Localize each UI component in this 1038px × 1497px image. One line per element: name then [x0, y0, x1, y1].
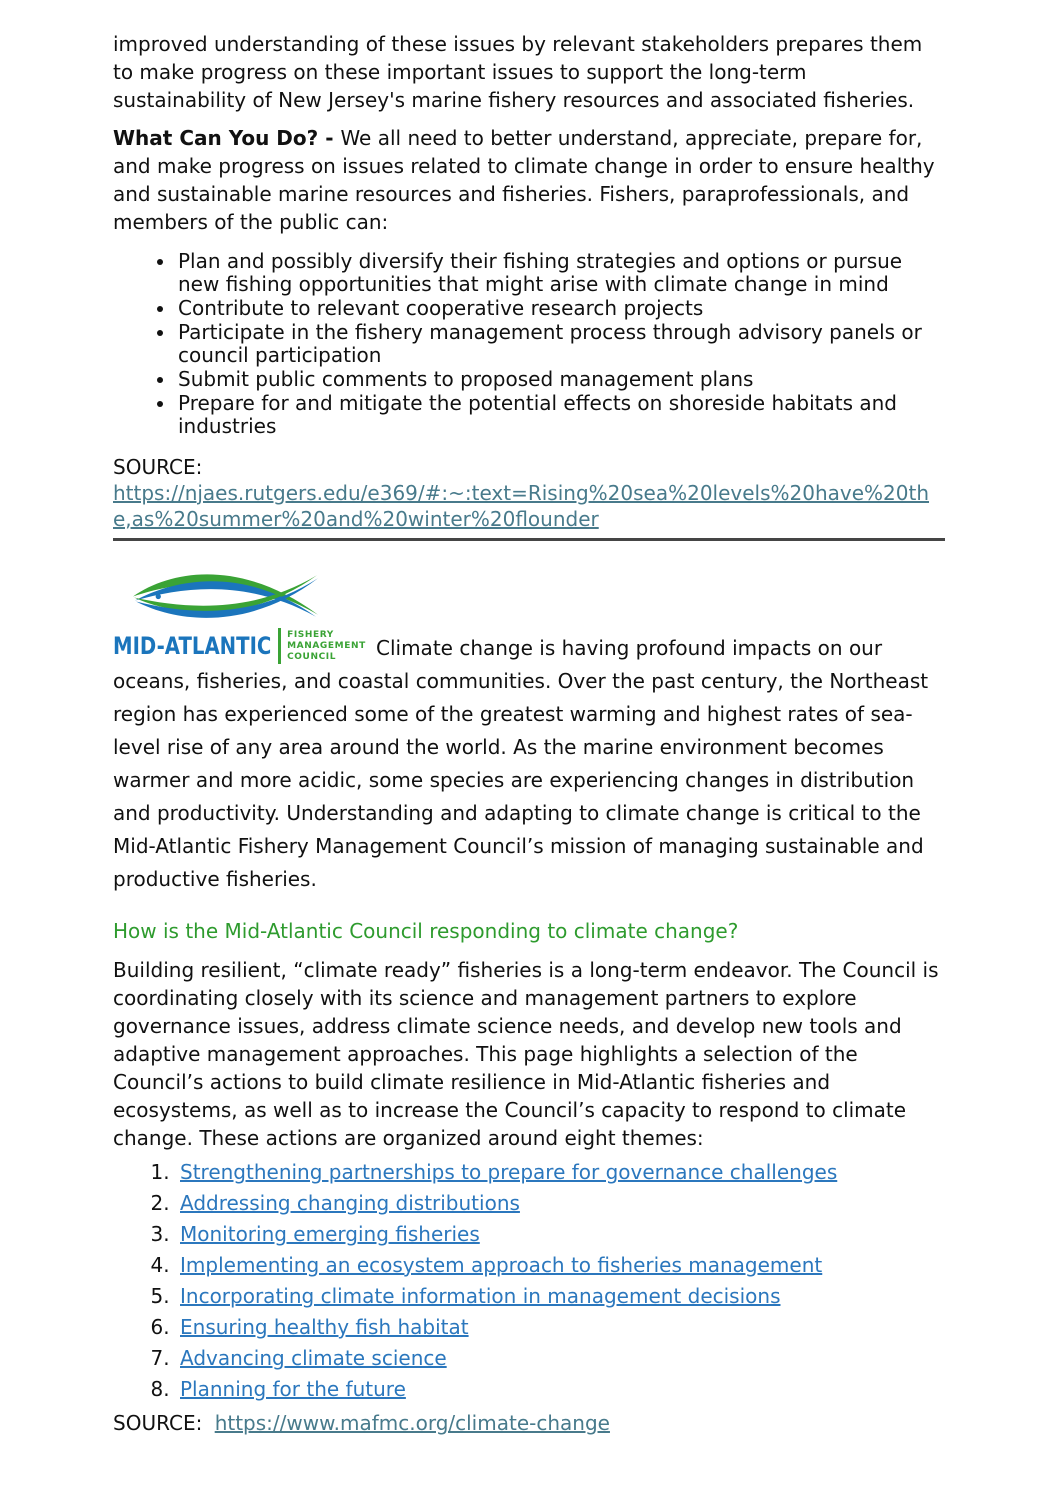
bullet-item: • Prepare for and mitigate the potential effects on shoreside habitats and industries — [176, 392, 945, 438]
theme-link-emerging-fisheries[interactable]: Monitoring emerging fisheries — [180, 1222, 480, 1246]
action-bullet-list — [113, 250, 945, 438]
source-block-mafmc — [113, 1410, 945, 1437]
source-block-rutgers — [113, 454, 945, 532]
paragraph-intro: improved understanding of these issues by relevant stakeholders prepares them to make progress on these important issues to support the long-term sustainability of New Jersey's marine fishery resources and associated fisheries. — [113, 32, 923, 112]
logo-subtitle-line: COUNCIL — [287, 651, 337, 662]
climate-paragraph — [113, 565, 945, 896]
bullet-item: • Contribute to relevant cooperative research projects — [176, 297, 945, 320]
green-section-heading: How is the Mid-Atlantic Council responding to climate change? — [113, 919, 739, 943]
theme-link-ecosystem-approach[interactable]: Implementing an ecosystem approach to fisheries management — [180, 1253, 823, 1277]
bullet-item: • Participate in the fishery management process through advisory panels or council participation — [176, 321, 945, 367]
logo-text-row — [113, 627, 366, 665]
logo-divider-bar — [278, 628, 281, 664]
fish-eye — [156, 594, 161, 599]
what-can-you-do-text: We all need to better understand, appreciate, prepare for, and make progress on issues related to climate change in order to ensure healthy and sustainable marine resources and fisheries. Fishers, paraprofessionals, and members of the public can: — [113, 126, 935, 234]
theme-link-climate-information[interactable]: Incorporating climate information in management decisions — [180, 1284, 781, 1308]
source-link-mafmc[interactable]: https://www.mafmc.org/climate-change — [214, 1411, 610, 1435]
theme-link-fish-habitat[interactable]: Ensuring healthy fish habitat — [180, 1315, 469, 1339]
theme-link-list — [113, 1162, 945, 1400]
theme-item — [176, 1286, 945, 1307]
logo-wordmark: MID-ATLANTIC — [113, 631, 272, 660]
logo-subtitle — [287, 630, 366, 663]
logo-subtitle-line: FISHERY — [287, 629, 334, 640]
theme-item — [176, 1224, 945, 1245]
paragraph-building-resilient: Building resilient, “climate ready” fisheries is a long-term endeavor. The Council is coordinating closely with its science and management partners to explore governance issues, address climate science needs, and develop new tools and adaptive management approaches. This page highlights a selection of the Council’s actions to build climate resilience in Mid-Atlantic fisheries and ecosystems, as well as to increase the Council’s capacity to respond to climate change. These actions are organized around eight themes: — [113, 958, 939, 1150]
what-can-you-do-label: What Can You Do? - — [113, 126, 341, 150]
theme-item — [176, 1348, 945, 1369]
mafmc-logo — [113, 565, 366, 665]
bullet-item: • Plan and possibly diversify their fishing strategies and options or pursue new fishing opportunities that might arise with climate change in mind — [176, 250, 945, 296]
theme-item — [176, 1317, 945, 1338]
theme-link-planning-future[interactable]: Planning for the future — [180, 1377, 406, 1401]
bullet-item: • Submit public comments to proposed management plans — [176, 368, 945, 391]
section-divider — [113, 538, 945, 541]
source-link-rutgers[interactable]: https://njaes.rutgers.edu/e369/#:~:text=Rising%20sea%20levels%20have%20the,as%20summer%20and%20winter%20flounder — [113, 481, 930, 531]
source-label: SOURCE: — [113, 455, 203, 479]
theme-link-governance[interactable]: Strengthening partnerships to prepare for governance challenges — [180, 1160, 838, 1184]
theme-item — [176, 1255, 945, 1276]
logo-subtitle-line: MANAGEMENT — [287, 640, 366, 651]
fish-logo-icon — [133, 565, 321, 627]
theme-item — [176, 1379, 945, 1400]
source-label: SOURCE: — [113, 1411, 209, 1435]
paragraph-what-can-you-do — [113, 124, 945, 236]
theme-item — [176, 1193, 945, 1214]
theme-link-climate-science[interactable]: Advancing climate science — [180, 1346, 447, 1370]
theme-item — [176, 1162, 945, 1183]
theme-link-distributions[interactable]: Addressing changing distributions — [180, 1191, 520, 1215]
climate-paragraph-text: Climate change is having profound impacts on our oceans, fisheries, and coastal communities. Over the past century, the Northeast region has experienced some of the greatest warming and highest rates of sea-level rise of any area around the world. As the marine environment becomes warmer and more acidic, some species are experiencing changes in distribution and productivity. Understanding and adapting to climate change is critical to the Mid-Atlantic Fishery Management Council’s mission of managing sustainable and productive fisheries. — [113, 636, 929, 891]
